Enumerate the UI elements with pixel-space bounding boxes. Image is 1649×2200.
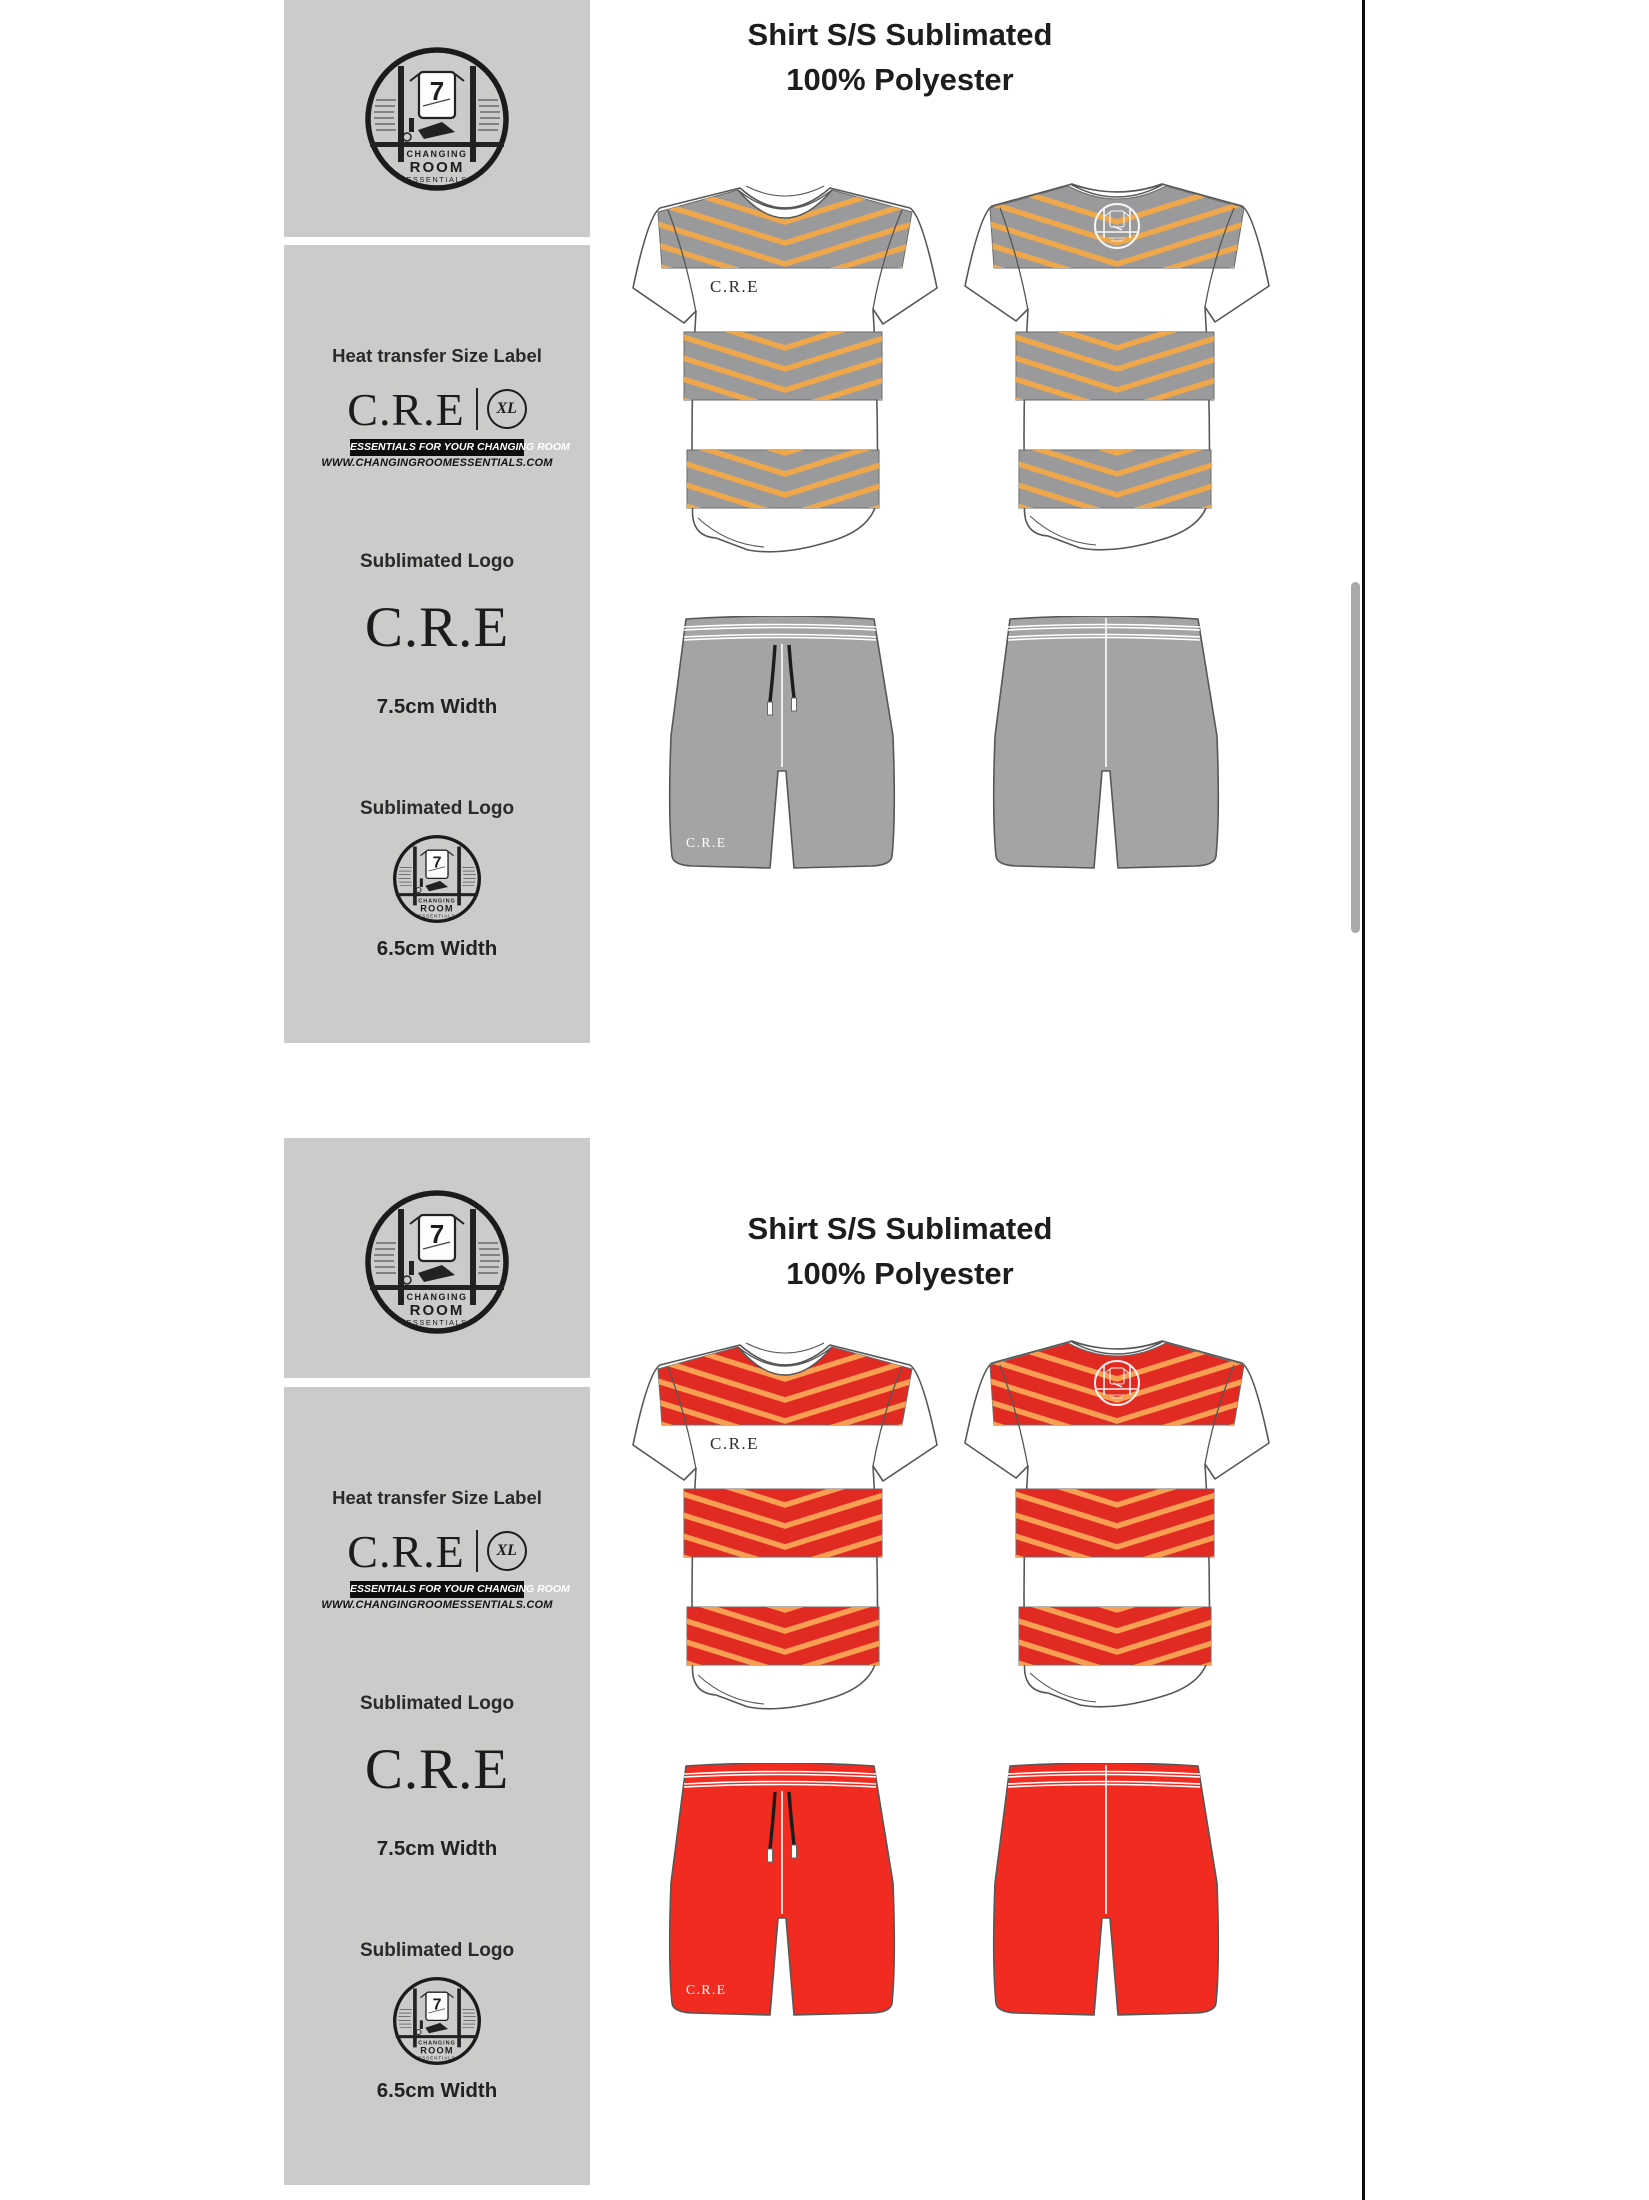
vertical-scrollbar-thumb[interactable]	[1351, 582, 1360, 933]
tagline-bar: ESSENTIALS FOR YOUR CHANGING ROOM	[350, 1581, 524, 1598]
changing-room-essentials-logo-small-icon	[391, 1975, 483, 2067]
product-title-line1: Shirt S/S Sublimated	[747, 17, 1053, 52]
logo-line1: CHANGING	[406, 149, 468, 159]
drawstring-left-tip	[768, 702, 773, 715]
logo-number: 7	[429, 76, 445, 106]
heat-transfer-label: Heat transfer Size Label	[332, 1487, 542, 1508]
xl-size-badge: XL	[487, 389, 527, 429]
shorts-back-view	[990, 616, 1222, 874]
product-title-line1: Shirt S/S Sublimated	[747, 1211, 1053, 1246]
sublimated-logo-label-2: Sublimated Logo	[359, 798, 515, 819]
sidebar-label-panel	[284, 1387, 590, 2185]
logo-line3: ESSENTIALS	[418, 2055, 456, 2061]
shirt-front-view	[630, 176, 940, 562]
shorts-back-view	[990, 1763, 1222, 2021]
logo-line1: CHANGING	[418, 898, 456, 905]
back-neck-line	[746, 186, 824, 196]
logo-number: 7	[432, 854, 442, 872]
logo-line1: CHANGING	[418, 2040, 456, 2047]
divider-bar	[476, 388, 478, 430]
shorts-front-view	[666, 616, 898, 874]
logo-line2: ROOM	[409, 1302, 465, 1319]
lower-band	[687, 450, 879, 508]
lower-band	[1019, 1607, 1211, 1665]
product-title-line2: 100% Polyester	[786, 62, 1014, 97]
logo-width-75-label: 7.5cm Width	[376, 1837, 498, 1860]
lower-band	[687, 1607, 879, 1665]
logo-width-75-label: 7.5cm Width	[376, 695, 498, 718]
chest-monogram: C.R.E	[710, 277, 760, 296]
product-title-line2: 100% Polyester	[786, 1256, 1014, 1291]
website-text: WWW.CHANGINGROOMESSENTIALS.COM	[321, 457, 553, 469]
sidebar-logo-panel	[284, 0, 590, 237]
cre-wordmark: C.R.E	[347, 1525, 465, 1577]
cre-wordmark: C.R.E	[347, 383, 465, 435]
size-label-artwork	[284, 383, 590, 435]
lower-band	[1019, 450, 1211, 508]
window-edge-divider	[1362, 0, 1365, 2200]
tagline-bar: ESSENTIALS FOR YOUR CHANGING ROOM	[350, 439, 524, 456]
sidebar-logo-panel	[284, 1138, 590, 1378]
sublimated-logo-label-2: Sublimated Logo	[359, 1940, 515, 1961]
shorts-front-view	[666, 1763, 898, 2021]
cre-sublimated-wordmark: C.R.E	[364, 1738, 510, 1801]
logo-line2: ROOM	[409, 159, 465, 176]
cre-sublimated-wordmark: C.R.E	[364, 596, 510, 659]
sublimated-logo-label: Sublimated Logo	[359, 551, 515, 572]
sublimated-logo-label: Sublimated Logo	[359, 1693, 515, 1714]
shorts-monogram: C.R.E	[686, 835, 727, 850]
logo-line3: ESSENTIALS	[406, 1318, 468, 1327]
shirt-back-view	[962, 1333, 1272, 1719]
changing-room-essentials-logo-icon	[362, 44, 512, 194]
drawstring-right-tip	[792, 1845, 797, 1858]
logo-line2: ROOM	[420, 2045, 454, 2056]
changing-room-essentials-logo-icon	[362, 1187, 512, 1337]
product-title	[620, 1206, 1180, 1296]
size-label-artwork	[284, 1525, 590, 1577]
heat-transfer-label: Heat transfer Size Label	[332, 345, 542, 366]
divider-bar	[476, 1530, 478, 1572]
xl-size-badge: XL	[487, 1531, 527, 1571]
website-text: WWW.CHANGINGROOMESSENTIALS.COM	[321, 1599, 553, 1611]
product-title	[620, 12, 1180, 102]
logo-line3: ESSENTIALS	[406, 175, 468, 184]
logo-width-65-label: 6.5cm Width	[376, 937, 498, 960]
chest-monogram: C.R.E	[710, 1434, 760, 1453]
sidebar-label-panel	[284, 245, 590, 1043]
logo-line1: CHANGING	[406, 1292, 468, 1302]
shorts-monogram: C.R.E	[686, 1982, 727, 1997]
logo-line2: ROOM	[420, 903, 454, 914]
logo-line3: ESSENTIALS	[418, 913, 456, 919]
shirt-back-view	[962, 176, 1272, 562]
logo-width-65-label: 6.5cm Width	[376, 2079, 498, 2102]
logo-number: 7	[432, 1996, 442, 2014]
shirt-front-view	[630, 1333, 940, 1719]
back-neck-line	[746, 1343, 824, 1353]
drawstring-right-tip	[792, 698, 797, 711]
changing-room-essentials-logo-small-icon	[391, 833, 483, 925]
drawstring-left-tip	[768, 1849, 773, 1862]
logo-number: 7	[429, 1219, 445, 1249]
